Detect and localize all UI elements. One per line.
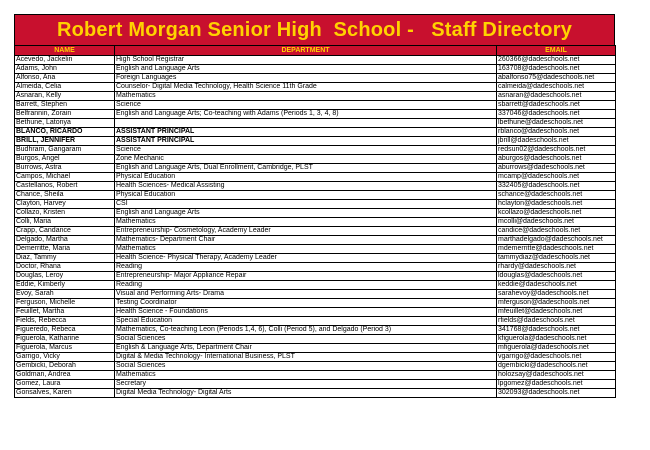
email-cell: lbethune@dadeschools.net xyxy=(497,119,616,128)
email-cell: tammydiaz@dadeschools.net xyxy=(497,254,616,263)
email-cell: mcolli@dadeschools.net xyxy=(497,218,616,227)
column-header-department: DEPARTMENT xyxy=(115,46,497,56)
email-cell: marthadelgado@dadeschools.net xyxy=(497,236,616,245)
page-title: Robert Morgan Senior High School - Staff Directory xyxy=(14,14,615,45)
staff-name-cell: Belfrannin, Zorain xyxy=(15,110,115,119)
department-cell: Entrepreneurship- Major Appliance Repair xyxy=(115,272,497,281)
table-row xyxy=(15,83,616,92)
department-cell: High School Registrar xyxy=(115,56,497,65)
department-cell xyxy=(115,119,497,128)
staff-name-cell: Campos, Michael xyxy=(15,173,115,182)
department-cell: English and Language Arts xyxy=(115,209,497,218)
staff-name-cell: Bethune, Latonya xyxy=(15,119,115,128)
department-cell: Social Sciences xyxy=(115,335,497,344)
table-row xyxy=(15,362,616,371)
staff-name-cell: Barrett, Stephen xyxy=(15,101,115,110)
department-cell: Mathematics, Co-teaching Leon (Periods 1,4, 6), Colli (Period 5), and Delgado (Period 3) xyxy=(115,326,497,335)
staff-name-cell: Colli, Maria xyxy=(15,218,115,227)
email-cell: redsun02@dadeschools.net xyxy=(497,146,616,155)
department-cell: Special Education xyxy=(115,317,497,326)
table-row xyxy=(15,380,616,389)
department-cell: Foreign Languages xyxy=(115,74,497,83)
department-cell: Entrepreneurship- Cosmetology, Academy Leader xyxy=(115,227,497,236)
email-cell: mdemerritte@dadeschools.net xyxy=(497,245,616,254)
email-cell: kcollazo@dadeschools.net xyxy=(497,209,616,218)
email-cell: keddie@dadeschools.net xyxy=(497,281,616,290)
table-row xyxy=(15,173,616,182)
email-cell: candice@dadeschools.net xyxy=(497,227,616,236)
table-row xyxy=(15,119,616,128)
table-row xyxy=(15,101,616,110)
table-row xyxy=(15,164,616,173)
email-cell: rhardy@dadeschools.net xyxy=(497,263,616,272)
email-cell: abalfonso75@dadeschools.net xyxy=(497,74,616,83)
department-cell: English and Language Arts; Co-teaching with Adams (Periods 1, 3, 4, 8) xyxy=(115,110,497,119)
department-cell: Mathematics- Department Chair xyxy=(115,236,497,245)
department-cell: Mathematics xyxy=(115,371,497,380)
staff-name-cell: Castellanos, Robert xyxy=(15,182,115,191)
department-cell: Physical Education xyxy=(115,191,497,200)
staff-name-cell: Delgado, Martha xyxy=(15,236,115,245)
department-cell: English and Language Arts, Dual Enrollment, Cambridge, PLST xyxy=(115,164,497,173)
staff-name-cell: Collazo, Kristen xyxy=(15,209,115,218)
staff-name-cell: Figueredo, Rebeca xyxy=(15,326,115,335)
email-cell: mcamp@dadeschools.net xyxy=(497,173,616,182)
staff-name-cell: Almeida, Celia xyxy=(15,83,115,92)
email-cell: 337046@dadeschools.net xyxy=(497,110,616,119)
department-cell: Counselor- Digital Media Technology, Health Science 11th Grade xyxy=(115,83,497,92)
department-cell: Mathematics xyxy=(115,218,497,227)
department-cell: Reading xyxy=(115,281,497,290)
staff-table xyxy=(14,45,616,398)
email-cell: sbarrett@dadeschools.net xyxy=(497,101,616,110)
staff-directory-sheet xyxy=(14,14,615,398)
staff-name-cell: Clayton, Harvey xyxy=(15,200,115,209)
table-row xyxy=(15,236,616,245)
table-row xyxy=(15,128,616,137)
table-row xyxy=(15,326,616,335)
department-cell: Secretary xyxy=(115,380,497,389)
staff-name-cell: Fields, Rebecca xyxy=(15,317,115,326)
staff-name-cell: Asnaran, Kelly xyxy=(15,92,115,101)
department-cell: Testing Coordinator xyxy=(115,299,497,308)
table-row xyxy=(15,65,616,74)
staff-name-cell: Diaz, Tammy xyxy=(15,254,115,263)
table-row xyxy=(15,227,616,236)
staff-name-cell: Feuillet, Martha xyxy=(15,308,115,317)
table-row xyxy=(15,290,616,299)
table-row xyxy=(15,344,616,353)
email-cell: 260366@dadeschools.net xyxy=(497,56,616,65)
email-cell: rblanco@dadeschools.net xyxy=(497,128,616,137)
department-cell: Zone Mechanic xyxy=(115,155,497,164)
staff-name-cell: Burgos, Angel xyxy=(15,155,115,164)
table-row xyxy=(15,263,616,272)
header-row xyxy=(15,46,616,56)
email-cell: 341768@dadeschools.net xyxy=(497,326,616,335)
table-row xyxy=(15,182,616,191)
table-row xyxy=(15,272,616,281)
table-row xyxy=(15,155,616,164)
department-cell: Mathematics xyxy=(115,245,497,254)
staff-name-cell: BLANCO, RICARDO xyxy=(15,128,115,137)
table-row xyxy=(15,371,616,380)
department-cell: Mathematics xyxy=(115,92,497,101)
staff-name-cell: Acevedo, Jackelin xyxy=(15,56,115,65)
email-cell: 163708@dadeschools.net xyxy=(497,65,616,74)
email-cell: schance@dadeschools.net xyxy=(497,191,616,200)
table-row xyxy=(15,110,616,119)
department-cell: Physical Education xyxy=(115,173,497,182)
table-row xyxy=(15,254,616,263)
table-row xyxy=(15,389,616,398)
staff-name-cell: Evoy, Sarah xyxy=(15,290,115,299)
email-cell: kfiguerola@dadeschools.net xyxy=(497,335,616,344)
department-cell: Visual and Performing Arts- Drama xyxy=(115,290,497,299)
table-row xyxy=(15,218,616,227)
department-cell: Health Science - Foundations xyxy=(115,308,497,317)
table-row xyxy=(15,137,616,146)
email-cell: sarahevoy@dadeschools.net xyxy=(497,290,616,299)
table-row xyxy=(15,353,616,362)
staff-name-cell: Garrigo, Vicky xyxy=(15,353,115,362)
department-cell: English and Language Arts xyxy=(115,65,497,74)
staff-name-cell: Gembicki, Deborah xyxy=(15,362,115,371)
email-cell: mferguson@dadeschools.net xyxy=(497,299,616,308)
table-row xyxy=(15,281,616,290)
department-cell: Science xyxy=(115,101,497,110)
table-row xyxy=(15,317,616,326)
email-cell: aburgos@dadeschools.net xyxy=(497,155,616,164)
email-cell: 302093@dadeschools.net xyxy=(497,389,616,398)
column-header-email: EMAIL xyxy=(497,46,616,56)
department-cell: Digital Media Technology- Digital Arts xyxy=(115,389,497,398)
department-cell: Health Science- Physical Therapy, Academy Leader xyxy=(115,254,497,263)
email-cell: rfields@dadeschools.net xyxy=(497,317,616,326)
staff-name-cell: Burrows, Astra xyxy=(15,164,115,173)
email-cell: mfeuillet@dadeschools.net xyxy=(497,308,616,317)
staff-name-cell: Alfonso, Ana xyxy=(15,74,115,83)
department-cell: Health Sciences- Medical Assisting xyxy=(115,182,497,191)
staff-name-cell: Adams, John xyxy=(15,65,115,74)
table-row xyxy=(15,299,616,308)
email-cell: asnaran@dadeschools.net xyxy=(497,92,616,101)
table-row xyxy=(15,146,616,155)
table-row xyxy=(15,200,616,209)
staff-name-cell: Gonsalves, Karen xyxy=(15,389,115,398)
email-cell: jbrill@dadeschools.net xyxy=(497,137,616,146)
column-header-name: NAME xyxy=(15,46,115,56)
table-row xyxy=(15,209,616,218)
table-row xyxy=(15,191,616,200)
table-row xyxy=(15,74,616,83)
department-cell: Science xyxy=(115,146,497,155)
staff-name-cell: Doctor, Rhana xyxy=(15,263,115,272)
email-cell: hclayton@dadeschools.net xyxy=(497,200,616,209)
staff-name-cell: Ferguson, Michelle xyxy=(15,299,115,308)
department-cell: Social Sciences xyxy=(115,362,497,371)
staff-name-cell: Figuerola, Katharine xyxy=(15,335,115,344)
department-cell: CSI xyxy=(115,200,497,209)
staff-name-cell: BRILL, JENNIFER xyxy=(15,137,115,146)
email-cell: vgarrigo@dadeschools.net xyxy=(497,353,616,362)
email-cell: calmeida@dadeschools.net xyxy=(497,83,616,92)
email-cell: ldouglas@dadeschools.net xyxy=(497,272,616,281)
staff-name-cell: Crapp, Candance xyxy=(15,227,115,236)
table-row xyxy=(15,335,616,344)
email-cell: dgembicki@dadeschools.net xyxy=(497,362,616,371)
staff-name-cell: Gomez, Laura xyxy=(15,380,115,389)
staff-name-cell: Budhram, Gangaram xyxy=(15,146,115,155)
department-cell: Digital & Media Technology- International Business, PLST xyxy=(115,353,497,362)
email-cell: holozsay@dadeschools.net xyxy=(497,371,616,380)
department-cell: ASSISTANT PRINCIPAL xyxy=(115,137,497,146)
email-cell: 332405@dadeschools.net xyxy=(497,182,616,191)
table-row xyxy=(15,56,616,65)
staff-name-cell: Demerritte, Maria xyxy=(15,245,115,254)
staff-name-cell: Chance, Sheila xyxy=(15,191,115,200)
department-cell: Reading xyxy=(115,263,497,272)
staff-name-cell: Eddie, Kimberly xyxy=(15,281,115,290)
table-row xyxy=(15,245,616,254)
department-cell: ASSISTANT PRINCIPAL xyxy=(115,128,497,137)
staff-name-cell: Douglas, Leroy xyxy=(15,272,115,281)
staff-name-cell: Figuerola, Marcus xyxy=(15,344,115,353)
email-cell: mfiguerola@dadeschools.net xyxy=(497,344,616,353)
email-cell: lpgomez@dadeschools.net xyxy=(497,380,616,389)
staff-name-cell: Goldman, Andrea xyxy=(15,371,115,380)
table-row xyxy=(15,308,616,317)
table-row xyxy=(15,92,616,101)
department-cell: English & Language Arts, Department Chair xyxy=(115,344,497,353)
email-cell: aburrows@dadeschools.net xyxy=(497,164,616,173)
